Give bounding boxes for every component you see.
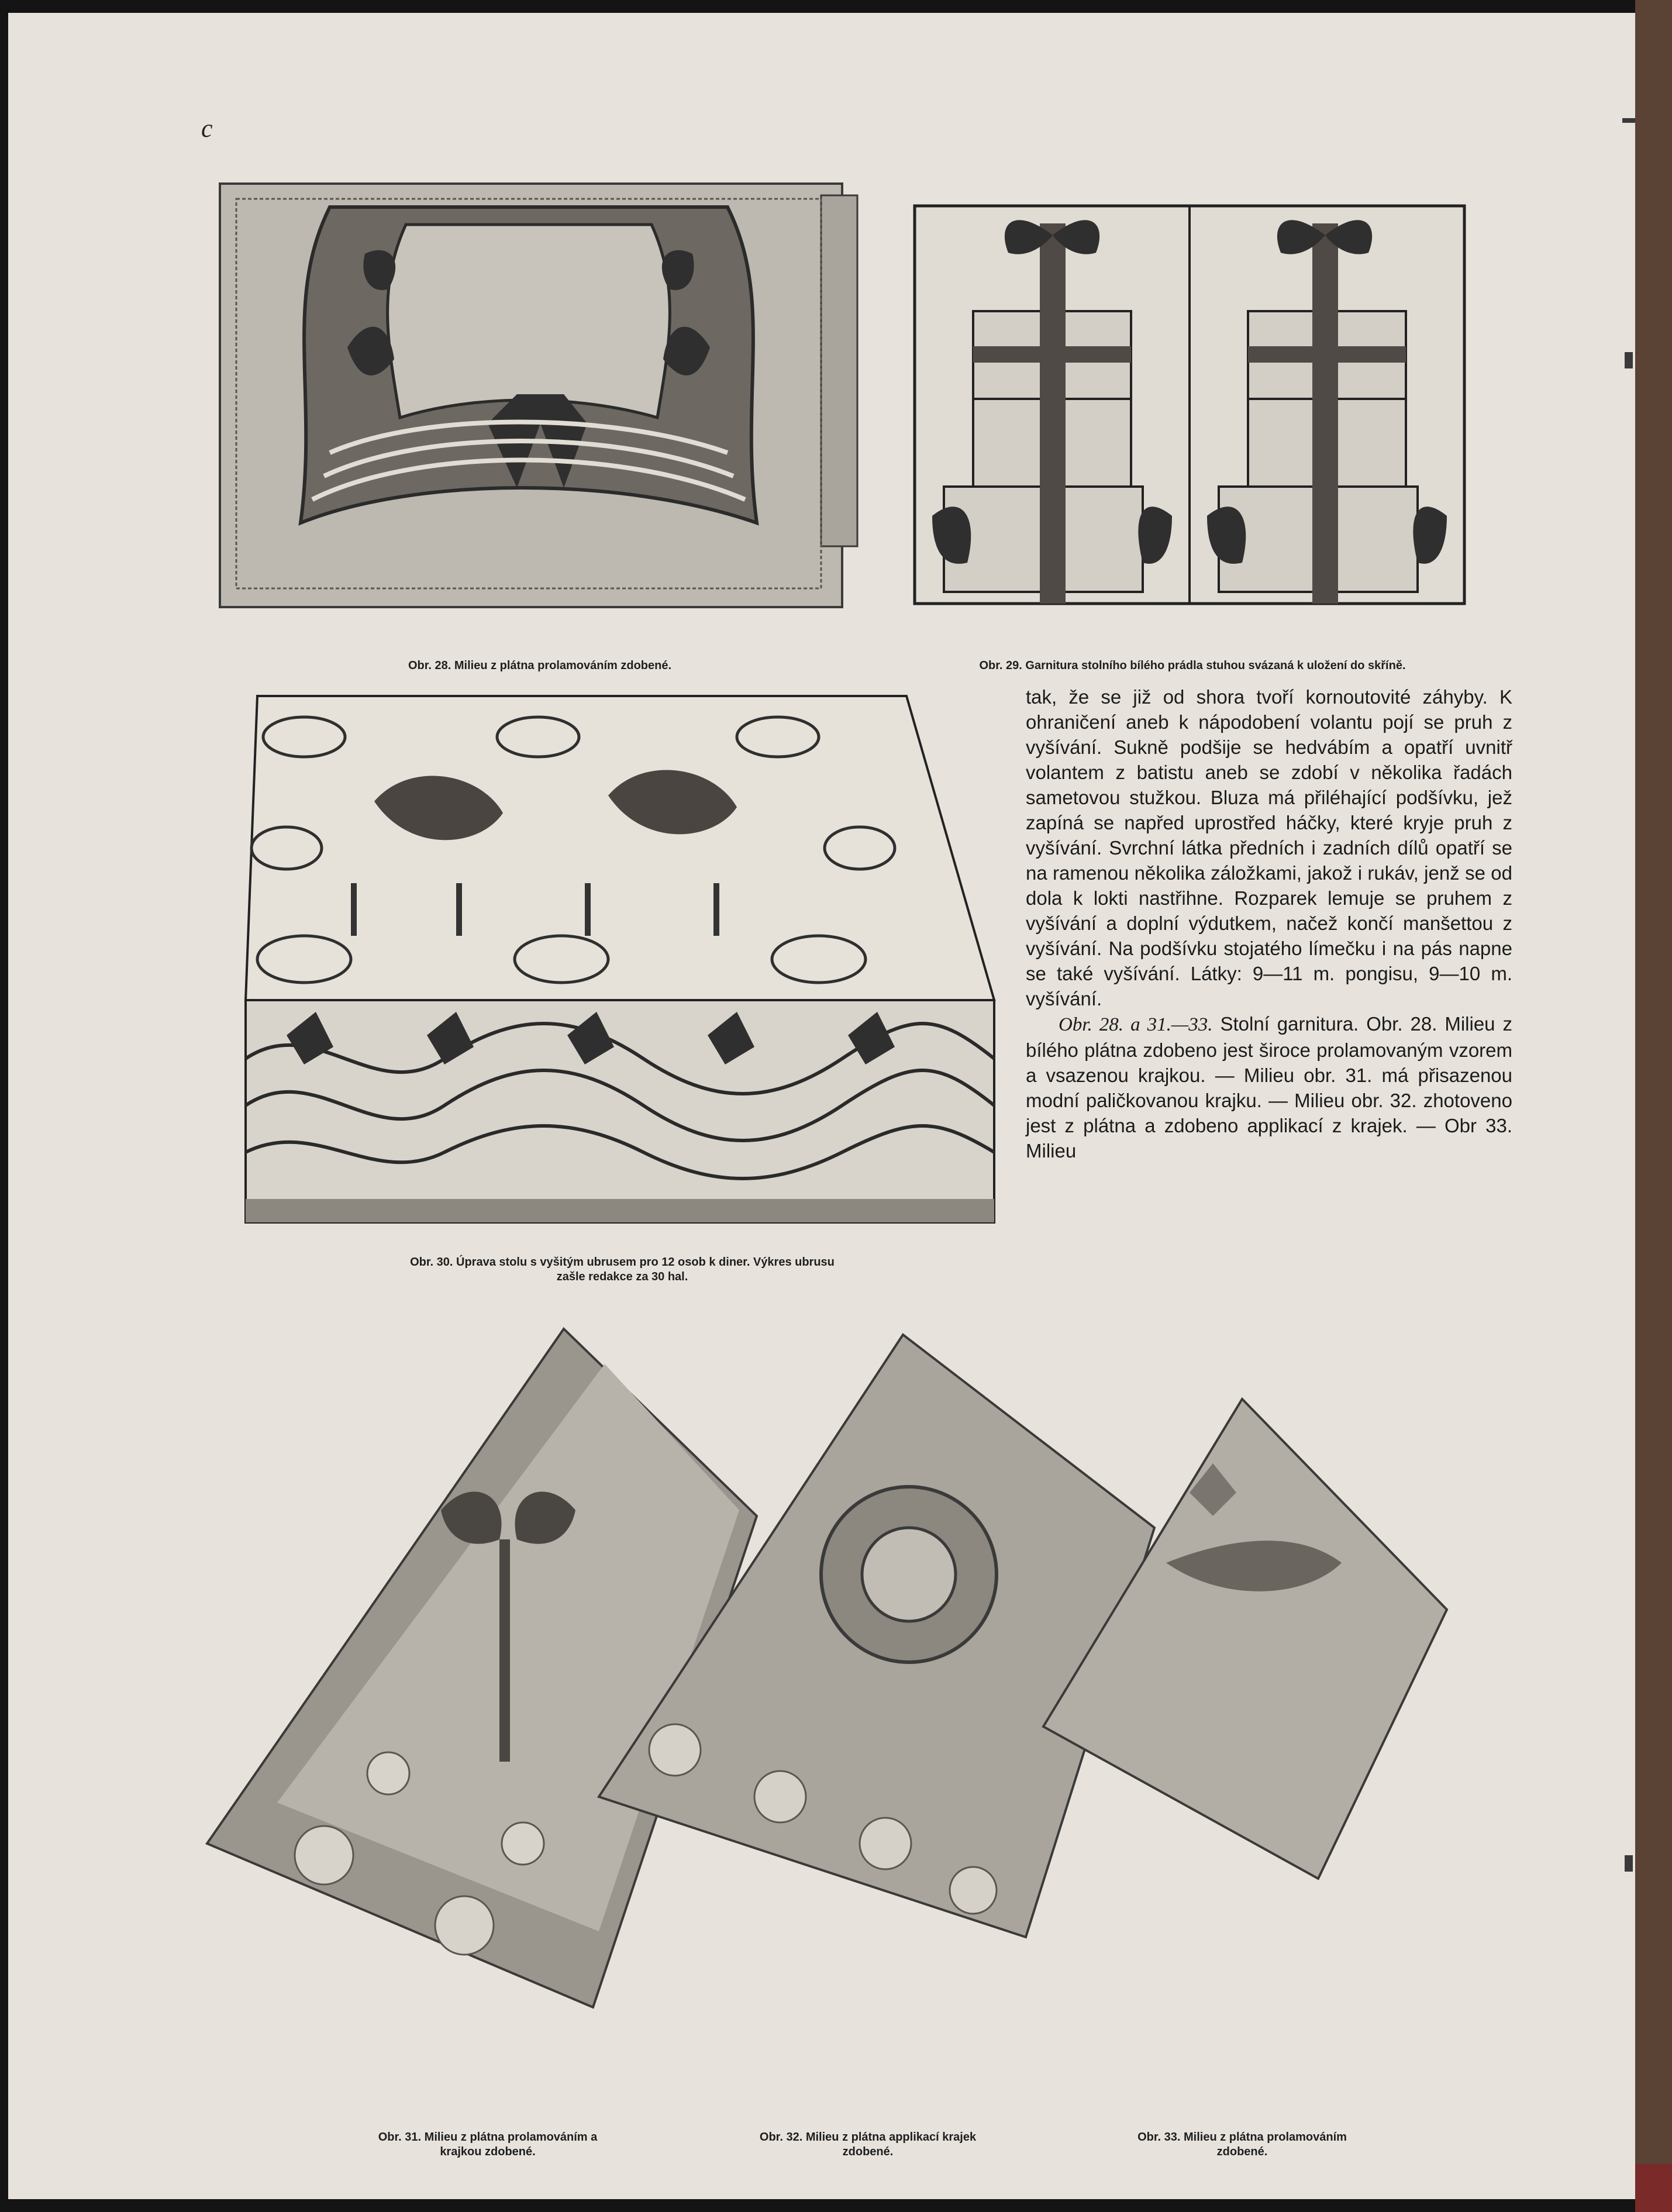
figure-30-caption-line1: [260, 1255, 985, 1270]
figure-32-caption-text: Milieu z plátna applikací krajek: [805, 2131, 977, 2144]
figure-28-number: Obr. 28.: [408, 659, 451, 672]
figure-30-caption-text: Úprava stolu s vyšitým ubrusem pro 12 osob k diner. Výkres ubrusu: [456, 1256, 835, 1269]
figure-30-caption: [260, 1255, 985, 1284]
article-paragraph-1: tak, že se již od shora tvoří kornoutovité záhyby. K ohraničení aneb k nápodobení volantu pojí se pruh z vyšívání. Sukně podšije se hedvábím a opatří uvnitř volantem z batistu aneb se zdobí v několika řadách sametovou stužkou. Bluza má přiléhající podšívku, jež zapíná se napřed uprostřed háčky, které kryje pruh z vyšívání. Svrchní látka předních i zadních dílů opatří se na ramenou několika záložkami, jakož i rukáv, jenž se od dola k lokti nastřihne. Rozparek lemuje se pruhem z vyšívání a doplní výdutkem, načež končí manšettou z vyšívání. Na podšívku stojatého límečku i na pás napne se také vyšívání. Látky: 9—11 m. pongisu, 9—10 m. vyšívání.: [1026, 686, 1512, 1009]
figure-31-caption-line1: [306, 2130, 669, 2145]
figure-29-number: Obr. 29.: [979, 659, 1022, 672]
margin-mark-bottom: [1625, 1855, 1633, 1872]
article-paragraph-2-text: Stolní garnitura. Obr. 28. Milieu z bílého plátna zdobeno jest široce prolamovaným vzorem a vsazenou krajkou. — Milieu obr. 31. má přisazenou modní paličkovanou krajku. — Milieu obr. 32. zhotoveno jest z plátna a zdobeno applikací z krajek. — Obr 33. Milieu: [1026, 1013, 1513, 1162]
figure-33-caption-line2: zdobené.: [1216, 2145, 1268, 2158]
figure-31-number: Obr. 31.: [378, 2131, 422, 2144]
figure-33-milieu: [1043, 1399, 1447, 1879]
figure-32-number: Obr. 32.: [759, 2131, 803, 2144]
figure-29-caption-text: Garnitura stolního bílého prádla stuhou svázaná k uložení do skříně.: [1025, 659, 1406, 672]
figure-32-caption-line1: [692, 2130, 1043, 2145]
figure-30-caption-line2: zašle redakce za 30 hal.: [556, 1270, 688, 1283]
figure-31-caption-line2: krajkou zdobené.: [440, 2145, 536, 2158]
figure-29-caption: [891, 659, 1494, 673]
book-binding: [1635, 0, 1672, 2212]
figures-31-33-photograph: [195, 1317, 1470, 2042]
figure-30-illustration: [234, 684, 1006, 1240]
figure-32-caption-line2: zdobené.: [842, 2145, 894, 2158]
figure-28-illustration: [213, 172, 867, 616]
figure-33-caption: [1078, 2130, 1406, 2159]
figure-33-number: Obr. 33.: [1137, 2131, 1181, 2144]
article-paragraph-2: [1026, 1011, 1512, 1163]
margin-mark-top: [1622, 118, 1635, 123]
figure-32-caption: [692, 2130, 1043, 2159]
figure-31-caption-text: Milieu z plátna prolamováním a: [424, 2131, 598, 2144]
magazine-page: [8, 13, 1635, 2199]
article-paragraph-2-reference: Obr. 28. a 31.—33.: [1059, 1014, 1213, 1035]
figure-31-caption: [306, 2130, 669, 2159]
figure-30-number: Obr. 30.: [410, 1256, 453, 1269]
figure-28-caption: [213, 659, 867, 673]
figure-28-caption-text: Milieu z plátna prolamováním zdobené.: [454, 659, 672, 672]
figure-29-illustration: [909, 188, 1471, 609]
article-text: [1026, 684, 1512, 1163]
figure-33-caption-line1: [1078, 2130, 1406, 2145]
figure-33-caption-text: Milieu z plátna prolamováním: [1184, 2131, 1347, 2144]
corner-mark: c: [201, 114, 213, 143]
margin-mark-middle: [1625, 352, 1633, 368]
figure-31-milieu: [207, 1329, 757, 2007]
